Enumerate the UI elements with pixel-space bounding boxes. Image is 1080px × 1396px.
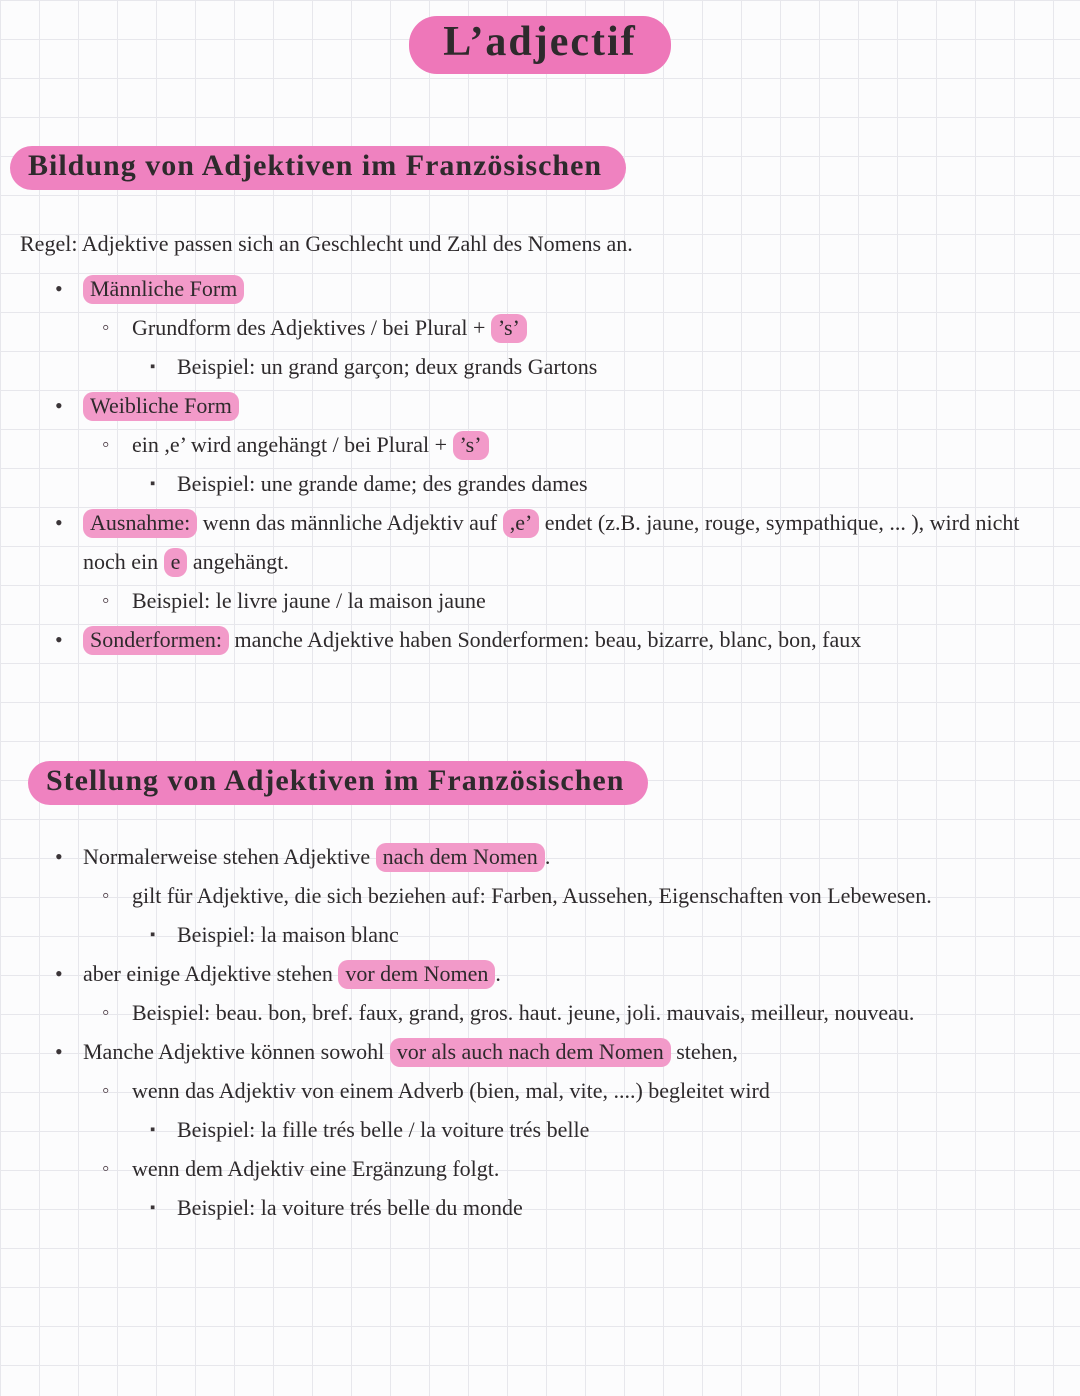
list-item-text: Grundform des Adjektives / bei Plural + ’s’: [132, 314, 527, 343]
list-item-text: Ausnahme: wenn das männliche Adjektiv auf ,e’ endet (z.B. jaune, rouge, sympathique, ... ), wird nicht noch ein e angehängt.: [83, 509, 1020, 577]
bullet-icon: •: [55, 844, 63, 869]
list-item-text: wenn das Adjektiv von einem Adverb (bien, mal, vite, ....) begleitet wird: [132, 1078, 770, 1103]
list-item: [150, 1110, 1060, 1149]
list-item-text: Sonderformen: manche Adjektive haben Sonderformen: beau, bizarre, blanc, bon, faux: [83, 626, 861, 655]
highlighted-text: ,e’: [503, 509, 540, 538]
list-item: [55, 620, 1060, 659]
section1-heading-row: [10, 146, 1060, 190]
highlighted-text: vor dem Nomen: [338, 960, 495, 989]
highlighted-text: e: [164, 548, 188, 577]
section1-list: [20, 269, 1060, 659]
bullet-icon: ◦: [102, 315, 110, 339]
bullet-icon: ◦: [102, 1156, 110, 1180]
highlighted-text: ’s’: [453, 431, 489, 460]
page-title: L’adjectif: [409, 16, 670, 74]
section2-heading-row: [28, 761, 1060, 805]
bullet-icon: ◦: [102, 1078, 110, 1102]
section-heading-stellung: Stellung von Adjektiven im Französischen: [28, 761, 648, 805]
bullet-icon: ◦: [102, 883, 110, 907]
bullet-icon: ▪: [150, 1122, 156, 1138]
list-item: [102, 876, 1060, 915]
list-item: [55, 837, 1060, 876]
highlighted-text: Weibliche Form: [83, 392, 239, 421]
list-item-text: Beispiel: la maison blanc: [177, 922, 399, 947]
bullet-icon: •: [55, 510, 63, 535]
title-row: [20, 16, 1060, 74]
list-item: [102, 993, 1060, 1032]
list-item-text: aber einige Adjektive stehen vor dem Nomen .: [83, 960, 501, 989]
highlighted-text: vor als auch nach dem Nomen: [390, 1038, 671, 1067]
list-item: [55, 1032, 1060, 1071]
list-item: [150, 347, 1060, 386]
list-item: [55, 503, 1060, 581]
list-item-text: Normalerweise stehen Adjektive nach dem Nomen .: [83, 843, 550, 872]
bullet-icon: ◦: [102, 588, 110, 612]
highlighted-text: Sonderformen:: [83, 626, 229, 655]
list-item-text: Beispiel: la fille trés belle / la voiture trés belle: [177, 1117, 590, 1142]
section-heading-bildung: Bildung von Adjektiven im Französischen: [10, 146, 626, 190]
list-item: [102, 1149, 1060, 1188]
section1-intro: Regel: Adjektive passen sich an Geschlecht und Zahl des Nomens an.: [20, 231, 633, 256]
bullet-icon: ◦: [102, 432, 110, 456]
bullet-icon: •: [55, 276, 63, 301]
list-item: [55, 269, 1060, 308]
list-item-text: Beispiel: la voiture trés belle du monde: [177, 1195, 523, 1220]
list-item: [55, 954, 1060, 993]
highlighted-text: Ausnahme:: [83, 509, 197, 538]
bullet-icon: ◦: [102, 1000, 110, 1024]
list-item: [102, 425, 1060, 464]
bullet-icon: •: [55, 1039, 63, 1064]
list-item-text: Beispiel: un grand garçon; deux grands Gartons: [177, 354, 598, 379]
list-item-text: [83, 275, 244, 304]
list-item: [102, 1071, 1060, 1110]
bullet-icon: ▪: [150, 1200, 156, 1216]
bullet-icon: •: [55, 961, 63, 986]
bullet-icon: ▪: [150, 476, 156, 492]
highlighted-text: Männliche Form: [83, 275, 244, 304]
list-item-text: Beispiel: le livre jaune / la maison jaune: [132, 588, 486, 613]
section2-list: [20, 837, 1060, 1227]
list-item: [102, 581, 1060, 620]
list-item: [55, 386, 1060, 425]
list-item-text: Manche Adjektive können sowohl vor als auch nach dem Nomen stehen,: [83, 1038, 738, 1067]
bullet-icon: •: [55, 627, 63, 652]
list-item: [150, 915, 1060, 954]
highlighted-text: ’s’: [491, 314, 527, 343]
list-item-text: gilt für Adjektive, die sich beziehen auf: Farben, Aussehen, Eigenschaften von Lebewesen.: [132, 883, 932, 908]
bullet-icon: ▪: [150, 359, 156, 375]
highlighted-text: nach dem Nomen: [376, 843, 545, 872]
list-item-text: ein ,e’ wird angehängt / bei Plural + ’s’: [132, 431, 489, 460]
list-item-text: wenn dem Adjektiv eine Ergänzung folgt.: [132, 1156, 500, 1181]
list-item-text: [83, 392, 239, 421]
list-item: [150, 1188, 1060, 1227]
list-item-text: Beispiel: une grande dame; des grandes dames: [177, 471, 588, 496]
bullet-icon: •: [55, 393, 63, 418]
list-item: [150, 464, 1060, 503]
list-item: [102, 308, 1060, 347]
list-item-text: Beispiel: beau. bon, bref. faux, grand, gros. haut. jeune, joli. mauvais, meilleur, nouveau.: [132, 1000, 915, 1025]
bullet-icon: ▪: [150, 927, 156, 943]
